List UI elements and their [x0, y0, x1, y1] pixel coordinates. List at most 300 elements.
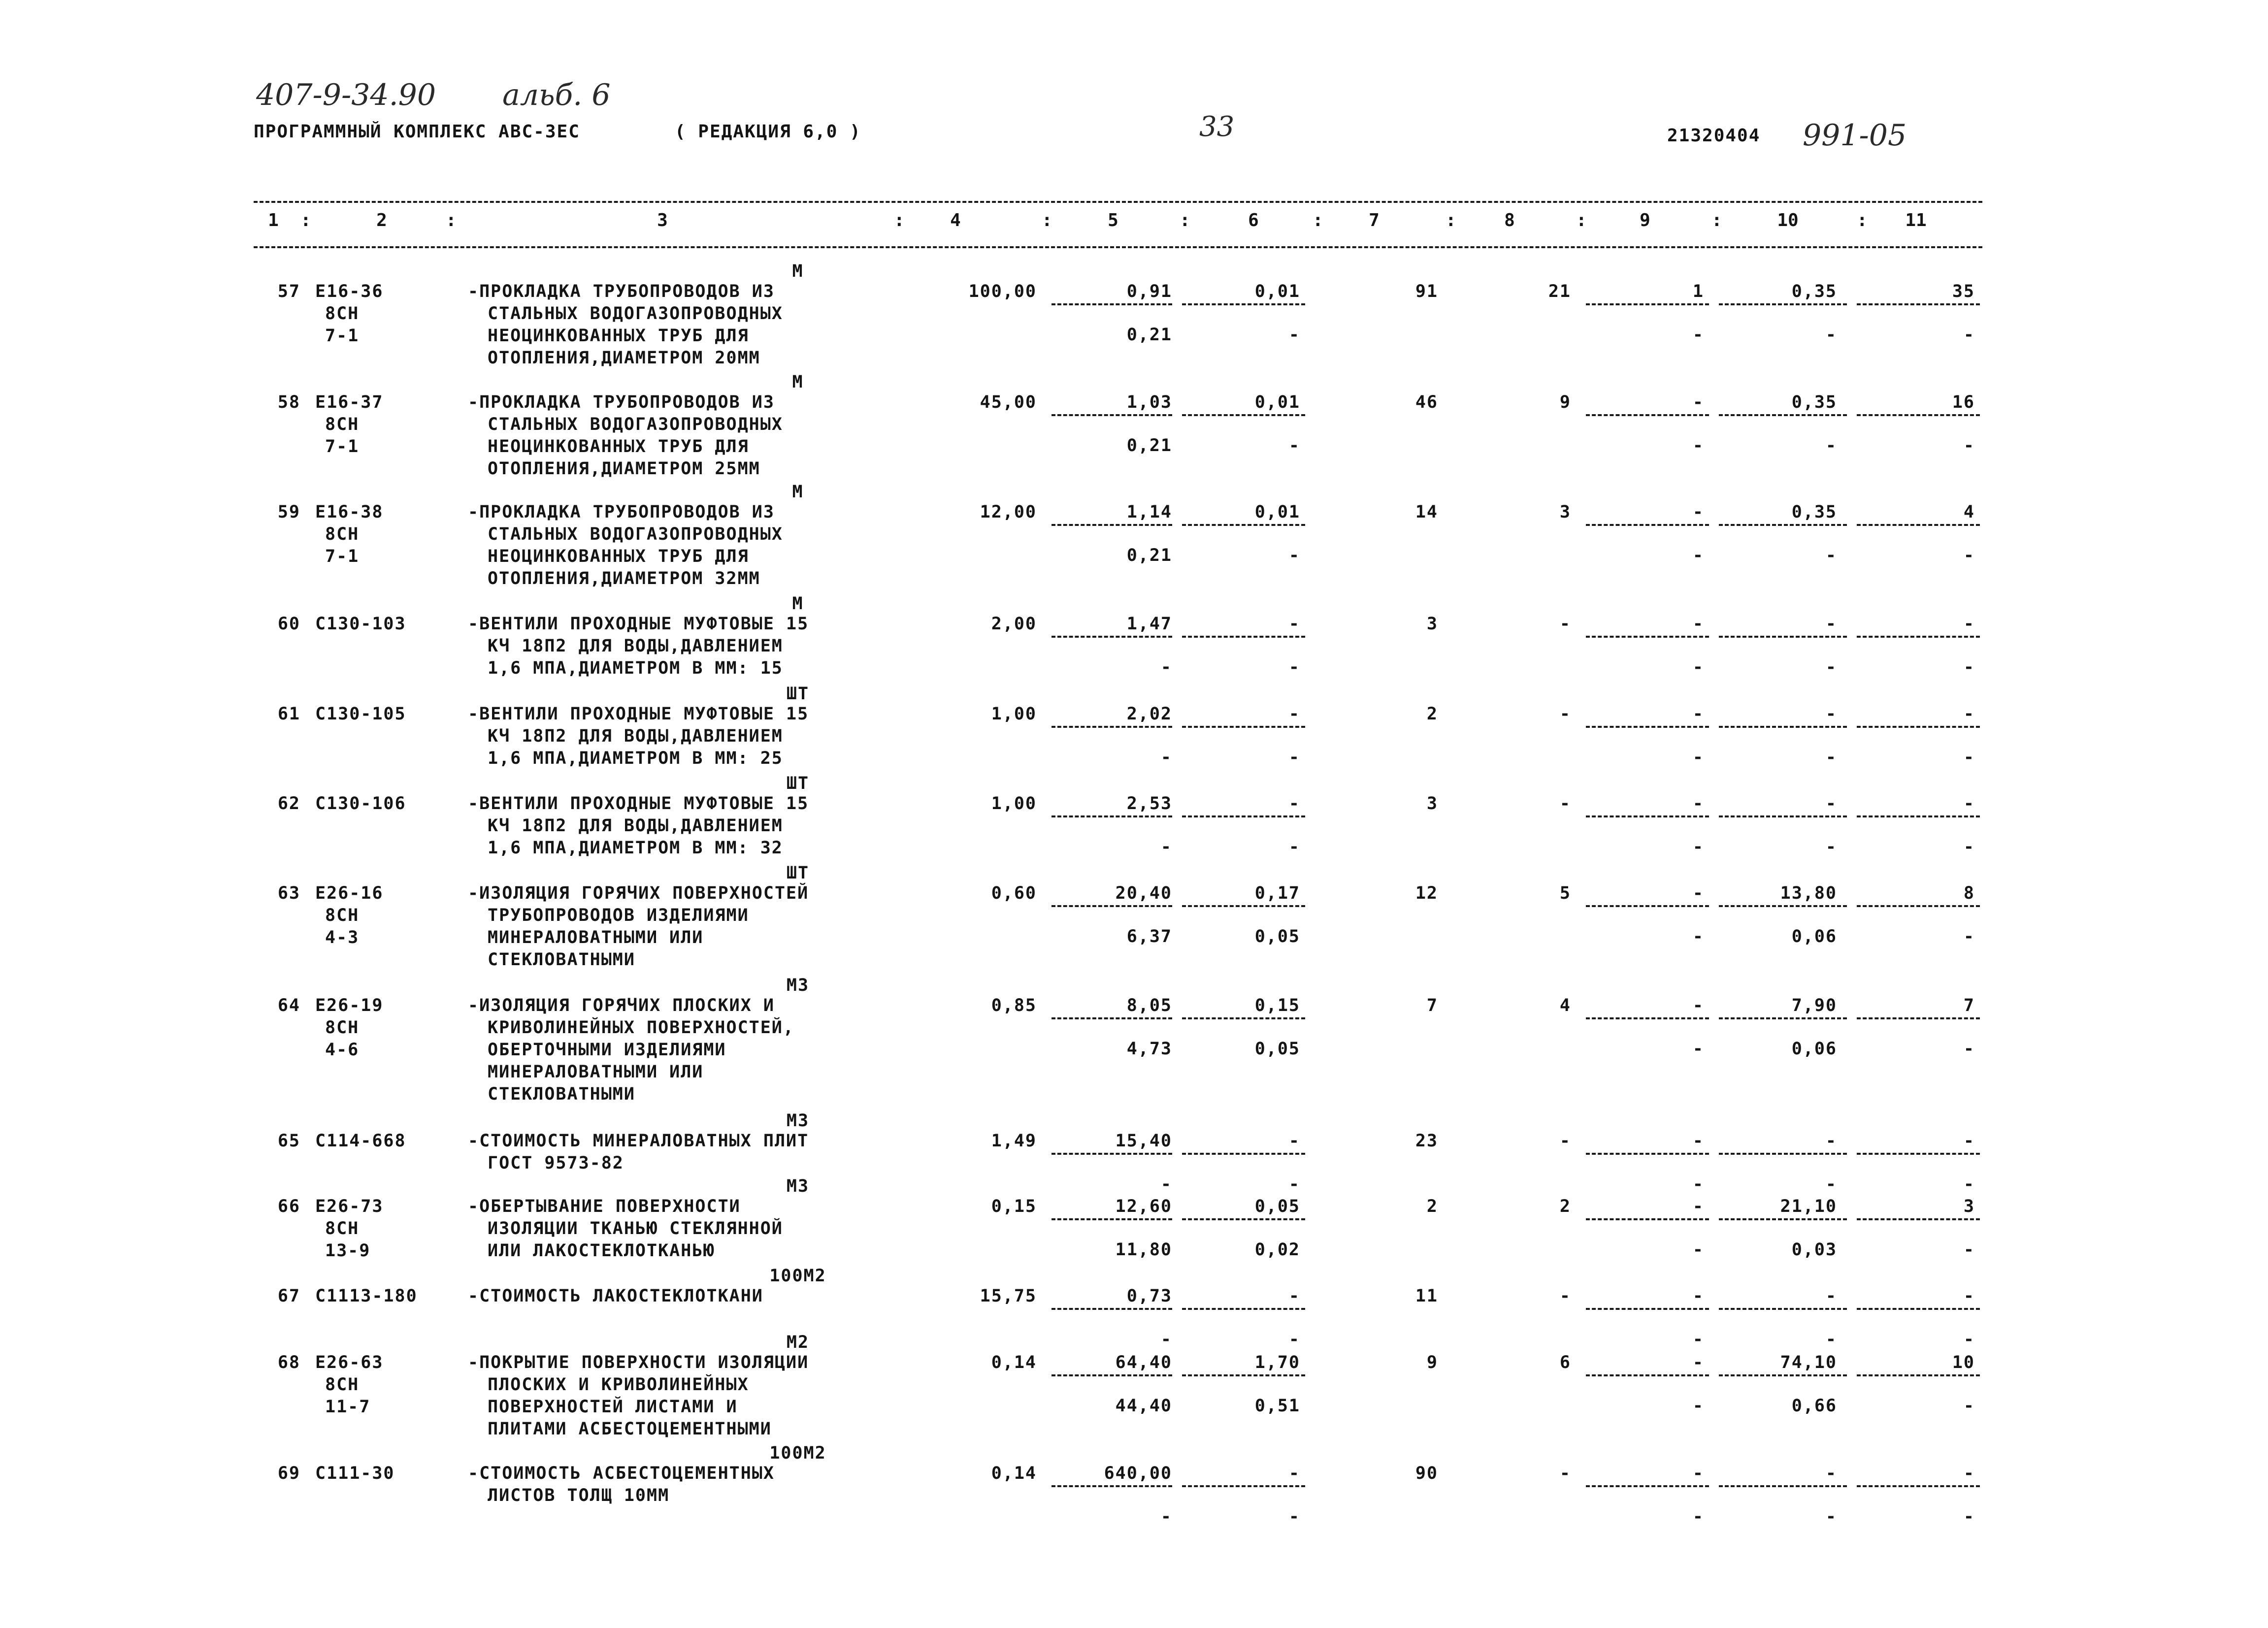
- machine-cost: -: [1288, 1286, 1300, 1306]
- cell-underline: [1182, 1485, 1305, 1487]
- work-description: МИНЕРАЛОВАТНЫМИ ИЛИ: [488, 1062, 704, 1082]
- machine-wages: -: [1288, 1506, 1300, 1527]
- labor-cost: -: [1825, 1286, 1837, 1306]
- resource-code: 8СН: [325, 1219, 360, 1238]
- cell-underline: [1719, 636, 1847, 638]
- cell-underline: [1719, 726, 1847, 728]
- resource-code: 8СН: [325, 304, 360, 324]
- wages-total: 5: [1559, 883, 1571, 903]
- cell-underline: [1719, 303, 1847, 305]
- cell-underline: [1182, 1017, 1305, 1019]
- work-description: ИЗОЛЯЦИИ ТКАНЬЮ СТЕКЛЯННОЙ: [488, 1219, 783, 1238]
- cell-underline: [1857, 1218, 1980, 1220]
- row-number: 63: [277, 883, 300, 903]
- labor-total: 8: [1963, 883, 1975, 903]
- quantity-value: 0,15: [991, 1197, 1037, 1216]
- resource-code: 4-6: [325, 1040, 360, 1060]
- col9-value: -: [1692, 1464, 1704, 1483]
- unit-label: М: [792, 482, 804, 502]
- cell-underline: [1586, 1308, 1709, 1310]
- quantity-value: 1,49: [991, 1131, 1037, 1151]
- cell-underline: [1586, 524, 1709, 526]
- wages-total: -: [1559, 704, 1571, 724]
- machine-cost: -: [1288, 1464, 1300, 1483]
- cell-underline: [1586, 303, 1709, 305]
- resource-code: 8СН: [325, 1375, 360, 1395]
- cell-underline: [1052, 905, 1172, 907]
- total-cost: 90: [1415, 1464, 1438, 1483]
- row-number: 64: [277, 996, 300, 1015]
- cell-underline: [1719, 414, 1847, 416]
- cell-underline: [1182, 414, 1305, 416]
- labor-sub: -: [1825, 1506, 1837, 1527]
- unit-label: М: [792, 594, 804, 614]
- cell-underline: [1586, 815, 1709, 817]
- labor-total: 7: [1963, 996, 1975, 1015]
- resource-code: 13-9: [325, 1241, 371, 1261]
- col9-sub: -: [1692, 657, 1704, 677]
- labor-total-sub: -: [1963, 1039, 1975, 1059]
- row-number: 62: [277, 794, 300, 814]
- machine-wages: -: [1288, 837, 1300, 857]
- labor-sub: 0,66: [1791, 1396, 1837, 1416]
- labor-sub: -: [1825, 435, 1837, 456]
- unit-cost-wages: -: [1160, 1329, 1172, 1349]
- column-header: 3: [657, 210, 668, 230]
- unit-cost-wages: 4,73: [1126, 1039, 1172, 1059]
- unit-cost-total: 2,53: [1126, 794, 1172, 814]
- unit-label: М3: [786, 976, 810, 995]
- wages-total: -: [1559, 1286, 1571, 1306]
- cell-underline: [1182, 636, 1305, 638]
- resource-code: С1113-180: [315, 1286, 418, 1306]
- labor-total: 3: [1963, 1197, 1975, 1216]
- total-cost: 46: [1415, 392, 1438, 412]
- cell-underline: [1719, 1308, 1847, 1310]
- labor-cost: -: [1825, 1464, 1837, 1483]
- cell-underline: [1857, 905, 1980, 907]
- wages-total: 3: [1559, 502, 1571, 522]
- work-description: КЧ 18П2 ДЛЯ ВОДЫ,ДАВЛЕНИЕМ: [488, 816, 783, 836]
- labor-total-sub: -: [1963, 1396, 1975, 1416]
- machine-wages: -: [1288, 325, 1300, 345]
- resource-code: С130-103: [315, 614, 406, 634]
- machine-cost: -: [1288, 704, 1300, 724]
- col9-sub: -: [1692, 1039, 1704, 1059]
- row-number: 61: [277, 704, 300, 724]
- work-description: -ВЕНТИЛИ ПРОХОДНЫЕ МУФТОВЫЕ 15: [468, 704, 809, 724]
- cell-underline: [1052, 1153, 1172, 1155]
- resource-code: Е26-16: [315, 883, 384, 903]
- total-cost: 23: [1415, 1131, 1438, 1151]
- work-description: ОТОПЛЕНИЯ,ДИАМЕТРОМ 20ММ: [488, 348, 760, 368]
- labor-cost: 0,35: [1791, 392, 1837, 412]
- quantity-value: 0,14: [991, 1464, 1037, 1483]
- machine-wages: -: [1288, 747, 1300, 767]
- row-number: 59: [277, 502, 300, 522]
- total-cost: 91: [1415, 282, 1438, 301]
- resource-code: 11-7: [325, 1397, 371, 1417]
- cell-underline: [1857, 1374, 1980, 1376]
- cell-underline: [1719, 815, 1847, 817]
- work-description: НЕОЦИНКОВАННЫХ ТРУБ ДЛЯ: [488, 326, 749, 346]
- col9-value: -: [1692, 883, 1704, 903]
- machine-wages: -: [1288, 545, 1300, 565]
- cell-underline: [1857, 1308, 1980, 1310]
- work-description: -ИЗОЛЯЦИЯ ГОРЯЧИХ ПОВЕРХНОСТЕЙ: [468, 883, 809, 903]
- row-number: 60: [277, 614, 300, 634]
- col9-value: 1: [1692, 282, 1704, 301]
- work-description: КЧ 18П2 ДЛЯ ВОДЫ,ДАВЛЕНИЕМ: [488, 726, 783, 746]
- cell-underline: [1052, 414, 1172, 416]
- cell-underline: [1052, 1308, 1172, 1310]
- resource-code: 8СН: [325, 906, 360, 925]
- unit-label: М3: [786, 1111, 810, 1131]
- column-header: 11: [1905, 210, 1927, 230]
- cell-underline: [1586, 1153, 1709, 1155]
- labor-cost: 74,10: [1780, 1353, 1837, 1372]
- cell-underline: [1182, 524, 1305, 526]
- work-description: СТЕКЛОВАТНЫМИ: [488, 1084, 635, 1104]
- unit-label: М: [792, 372, 804, 392]
- unit-label: М2: [786, 1333, 810, 1352]
- labor-cost: 21,10: [1780, 1197, 1837, 1216]
- quantity-value: 1,00: [991, 704, 1037, 724]
- total-cost: 11: [1415, 1286, 1438, 1306]
- labor-sub: 0,06: [1791, 1039, 1837, 1059]
- col9-sub: -: [1692, 1174, 1704, 1194]
- unit-cost-wages: 0,21: [1126, 545, 1172, 565]
- quantity-value: 2,00: [991, 614, 1037, 634]
- column-header: 8: [1504, 210, 1515, 230]
- col9-sub: -: [1692, 545, 1704, 565]
- work-description: КЧ 18П2 ДЛЯ ВОДЫ,ДАВЛЕНИЕМ: [488, 636, 783, 656]
- col9-value: -: [1692, 614, 1704, 634]
- work-description: ОТОПЛЕНИЯ,ДИАМЕТРОМ 25ММ: [488, 459, 760, 479]
- work-description: -ПРОКЛАДКА ТРУБОПРОВОДОВ ИЗ: [468, 282, 775, 301]
- labor-total: -: [1963, 1131, 1975, 1151]
- labor-total: 10: [1952, 1353, 1975, 1372]
- machine-cost: 0,01: [1254, 502, 1300, 522]
- cell-underline: [1052, 1017, 1172, 1019]
- work-description: ОТОПЛЕНИЯ,ДИАМЕТРОМ 32ММ: [488, 569, 760, 588]
- column-header: 10: [1777, 210, 1799, 230]
- cell-underline: [1719, 1017, 1847, 1019]
- labor-total-sub: -: [1963, 545, 1975, 565]
- cell-underline: [1857, 524, 1980, 526]
- cell-underline: [1857, 414, 1980, 416]
- labor-total: -: [1963, 704, 1975, 724]
- resource-code: С130-106: [315, 794, 406, 814]
- column-header: 5: [1108, 210, 1118, 230]
- cell-underline: [1052, 1218, 1172, 1220]
- unit-cost-total: 0,91: [1126, 282, 1172, 301]
- labor-total: 16: [1952, 392, 1975, 412]
- column-header: 4: [950, 210, 961, 230]
- labor-total: -: [1963, 1286, 1975, 1306]
- resource-code: С114-668: [315, 1131, 406, 1151]
- labor-total-sub: -: [1963, 435, 1975, 456]
- row-number: 65: [277, 1131, 300, 1151]
- machine-cost: -: [1288, 1131, 1300, 1151]
- resource-code: 8СН: [325, 415, 360, 434]
- resource-code: 8СН: [325, 1018, 360, 1038]
- col9-sub: -: [1692, 1239, 1704, 1260]
- work-description: НЕОЦИНКОВАННЫХ ТРУБ ДЛЯ: [488, 437, 749, 456]
- unit-label: ШТ: [786, 863, 810, 883]
- machine-cost: 0,15: [1254, 996, 1300, 1015]
- labor-cost: 7,90: [1791, 996, 1837, 1015]
- album-note: альб. 6: [502, 78, 611, 112]
- machine-wages: -: [1288, 435, 1300, 456]
- column-header: 2: [376, 210, 387, 230]
- column-separator: :: [300, 210, 311, 230]
- quantity-value: 15,75: [980, 1286, 1037, 1306]
- work-description: -ОБЕРТЫВАНИЕ ПОВЕРХНОСТИ: [468, 1197, 741, 1216]
- cell-underline: [1719, 524, 1847, 526]
- wages-total: -: [1559, 794, 1571, 814]
- total-cost: 3: [1426, 794, 1438, 814]
- edition-label: ( РЕДАКЦИЯ 6,0 ): [675, 122, 861, 142]
- total-cost: 3: [1426, 614, 1438, 634]
- column-header: 9: [1640, 210, 1650, 230]
- quantity-value: 0,85: [991, 996, 1037, 1015]
- work-description: НЕОЦИНКОВАННЫХ ТРУБ ДЛЯ: [488, 547, 749, 566]
- unit-label: ШТ: [786, 684, 810, 704]
- cell-underline: [1719, 1218, 1847, 1220]
- cell-underline: [1182, 1308, 1305, 1310]
- unit-cost-wages: 44,40: [1115, 1396, 1172, 1416]
- cell-underline: [1586, 1374, 1709, 1376]
- unit-label: 100М2: [769, 1266, 826, 1286]
- machine-wages: -: [1288, 1329, 1300, 1349]
- unit-cost-total: 1,14: [1126, 502, 1172, 522]
- column-separator: :: [1313, 210, 1323, 230]
- labor-total-sub: -: [1963, 1329, 1975, 1349]
- wages-total: 21: [1548, 282, 1571, 301]
- col9-sub: -: [1692, 1329, 1704, 1349]
- cell-underline: [1719, 905, 1847, 907]
- cell-underline: [1182, 726, 1305, 728]
- cell-underline: [1586, 636, 1709, 638]
- wages-total: 9: [1559, 392, 1571, 412]
- work-description: ПЛИТАМИ АСБЕСТОЦЕМЕНТНЫМИ: [488, 1419, 772, 1439]
- labor-sub: -: [1825, 1174, 1837, 1194]
- labor-total: -: [1963, 794, 1975, 814]
- work-description: -ПРОКЛАДКА ТРУБОПРОВОДОВ ИЗ: [468, 502, 775, 522]
- quantity-value: 0,14: [991, 1353, 1037, 1372]
- col9-value: -: [1692, 1353, 1704, 1372]
- work-description: -СТОИМОСТЬ МИНЕРАЛОВАТНЫХ ПЛИТ: [468, 1131, 809, 1151]
- total-cost: 12: [1415, 883, 1438, 903]
- work-description: ЛИСТОВ ТОЛЩ 10ММ: [488, 1486, 670, 1505]
- resource-code: Е16-37: [315, 392, 384, 412]
- cell-underline: [1586, 1218, 1709, 1220]
- column-separator: :: [1857, 210, 1868, 230]
- unit-cost-total: 1,47: [1126, 614, 1172, 634]
- resource-code: 4-3: [325, 928, 360, 947]
- cell-underline: [1182, 905, 1305, 907]
- cell-underline: [1052, 726, 1172, 728]
- cell-underline: [1857, 1153, 1980, 1155]
- cell-underline: [1182, 1153, 1305, 1155]
- handwritten-code: 991-05: [1803, 118, 1907, 153]
- machine-wages: -: [1288, 657, 1300, 677]
- labor-cost: 0,35: [1791, 502, 1837, 522]
- labor-total-sub: -: [1963, 1239, 1975, 1260]
- unit-cost-total: 64,40: [1115, 1353, 1172, 1372]
- machine-wages: 0,51: [1254, 1396, 1300, 1416]
- column-separator: :: [1711, 210, 1722, 230]
- unit-cost-wages: -: [1160, 837, 1172, 857]
- row-number: 57: [277, 282, 300, 301]
- cell-underline: [1719, 1153, 1847, 1155]
- labor-total-sub: -: [1963, 657, 1975, 677]
- unit-cost-total: 12,60: [1115, 1197, 1172, 1216]
- machine-cost: -: [1288, 614, 1300, 634]
- column-separator: :: [446, 210, 457, 230]
- unit-label: М3: [786, 1176, 810, 1196]
- column-separator: :: [1042, 210, 1052, 230]
- resource-code: 7-1: [325, 547, 360, 566]
- wages-total: -: [1559, 614, 1571, 634]
- resource-code: Е16-38: [315, 502, 384, 522]
- machine-cost: 0,01: [1254, 282, 1300, 301]
- unit-label: ШТ: [786, 774, 810, 793]
- total-cost: 2: [1426, 1197, 1438, 1216]
- header-rule-bottom: [254, 246, 1982, 248]
- quantity-value: 45,00: [980, 392, 1037, 412]
- unit-cost-wages: -: [1160, 657, 1172, 677]
- cell-underline: [1857, 815, 1980, 817]
- work-description: -ПРОКЛАДКА ТРУБОПРОВОДОВ ИЗ: [468, 392, 775, 412]
- quantity-value: 0,60: [991, 883, 1037, 903]
- program-name: ПРОГРАММНЫЙ КОМПЛЕКС АВС-3ЕС: [254, 122, 580, 142]
- col9-value: -: [1692, 1286, 1704, 1306]
- column-separator: :: [1180, 210, 1190, 230]
- row-number: 68: [277, 1353, 300, 1372]
- work-description: СТАЛЬНЫХ ВОДОГАЗОПРОВОДНЫХ: [488, 524, 783, 544]
- cell-underline: [1182, 1218, 1305, 1220]
- labor-total: -: [1963, 1464, 1975, 1483]
- work-description: СТЕКЛОВАТНЫМИ: [488, 950, 635, 970]
- labor-cost: -: [1825, 794, 1837, 814]
- col9-value: -: [1692, 704, 1704, 724]
- work-description: ИЛИ ЛАКОСТЕКЛОТКАНЬЮ: [488, 1241, 715, 1261]
- unit-cost-wages: -: [1160, 747, 1172, 767]
- resource-code: Е26-73: [315, 1197, 384, 1216]
- work-description: -ВЕНТИЛИ ПРОХОДНЫЕ МУФТОВЫЕ 15: [468, 614, 809, 634]
- work-description: ПЛОСКИХ И КРИВОЛИНЕЙНЫХ: [488, 1375, 749, 1395]
- column-header: 6: [1248, 210, 1259, 230]
- wages-total: 6: [1559, 1353, 1571, 1372]
- total-cost: 9: [1426, 1353, 1438, 1372]
- labor-cost: 0,35: [1791, 282, 1837, 301]
- machine-wages: 0,02: [1254, 1239, 1300, 1260]
- unit-label: 100М2: [769, 1443, 826, 1463]
- unit-cost-wages: -: [1160, 1506, 1172, 1527]
- machine-cost: 1,70: [1254, 1353, 1300, 1372]
- work-description: СТАЛЬНЫХ ВОДОГАЗОПРОВОДНЫХ: [488, 415, 783, 434]
- labor-sub: 0,03: [1791, 1239, 1837, 1260]
- handwritten-reference: 407-9-34.90: [256, 78, 436, 112]
- cell-underline: [1586, 1017, 1709, 1019]
- resource-code: 8СН: [325, 524, 360, 544]
- work-description: 1,6 МПА,ДИАМЕТРОМ В ММ: 15: [488, 658, 783, 678]
- resource-code: Е16-36: [315, 282, 384, 301]
- cell-underline: [1586, 726, 1709, 728]
- work-description: СТАЛЬНЫХ ВОДОГАЗОПРОВОДНЫХ: [488, 304, 783, 324]
- labor-cost: 13,80: [1780, 883, 1837, 903]
- work-description: -ПОКРЫТИЕ ПОВЕРХНОСТИ ИЗОЛЯЦИИ: [468, 1353, 809, 1372]
- col9-sub: -: [1692, 435, 1704, 456]
- labor-sub: -: [1825, 325, 1837, 345]
- column-separator: :: [1446, 210, 1456, 230]
- wages-total: 2: [1559, 1197, 1571, 1216]
- cell-underline: [1586, 1485, 1709, 1487]
- header-rule-top: [254, 201, 1982, 203]
- col9-value: -: [1692, 392, 1704, 412]
- cell-underline: [1182, 1374, 1305, 1376]
- work-description: 1,6 МПА,ДИАМЕТРОМ В ММ: 32: [488, 838, 783, 858]
- unit-cost-wages: 0,21: [1126, 325, 1172, 345]
- cell-underline: [1857, 303, 1980, 305]
- row-number: 58: [277, 392, 300, 412]
- cell-underline: [1857, 1017, 1980, 1019]
- unit-cost-total: 0,73: [1126, 1286, 1172, 1306]
- unit-cost-total: 15,40: [1115, 1131, 1172, 1151]
- work-description: ОБЕРТОЧНЫМИ ИЗДЕЛИЯМИ: [488, 1040, 726, 1060]
- cell-underline: [1052, 1485, 1172, 1487]
- work-description: КРИВОЛИНЕЙНЫХ ПОВЕРХНОСТЕЙ,: [488, 1018, 794, 1038]
- labor-total-sub: -: [1963, 926, 1975, 946]
- total-cost: 7: [1426, 996, 1438, 1015]
- cell-underline: [1052, 303, 1172, 305]
- row-number: 67: [277, 1286, 300, 1306]
- wages-total: 4: [1559, 996, 1571, 1015]
- col9-sub: -: [1692, 1506, 1704, 1527]
- cell-underline: [1052, 636, 1172, 638]
- labor-cost: -: [1825, 704, 1837, 724]
- labor-sub: -: [1825, 747, 1837, 767]
- labor-sub: -: [1825, 545, 1837, 565]
- col9-sub: -: [1692, 837, 1704, 857]
- column-header: 1: [268, 210, 279, 230]
- labor-cost: -: [1825, 614, 1837, 634]
- unit-cost-total: 2,02: [1126, 704, 1172, 724]
- column-separator: :: [894, 210, 905, 230]
- work-description: -СТОИМОСТЬ АСБЕСТОЦЕМЕНТНЫХ: [468, 1464, 775, 1483]
- total-cost: 2: [1426, 704, 1438, 724]
- labor-total-sub: -: [1963, 1506, 1975, 1527]
- col9-value: -: [1692, 996, 1704, 1015]
- row-number: 66: [277, 1197, 300, 1216]
- unit-cost-total: 8,05: [1126, 996, 1172, 1015]
- machine-cost: 0,01: [1254, 392, 1300, 412]
- total-cost: 14: [1415, 502, 1438, 522]
- col9-sub: -: [1692, 926, 1704, 946]
- labor-total-sub: -: [1963, 837, 1975, 857]
- resource-code: Е26-19: [315, 996, 384, 1015]
- work-description: ГОСТ 9573-82: [488, 1153, 624, 1173]
- work-description: -ИЗОЛЯЦИЯ ГОРЯЧИХ ПЛОСКИХ И: [468, 996, 775, 1015]
- work-description: ТРУБОПРОВОДОВ ИЗДЕЛИЯМИ: [488, 906, 749, 925]
- document-code: 21320404: [1667, 126, 1761, 146]
- resource-code: 7-1: [325, 326, 360, 346]
- row-number: 69: [277, 1464, 300, 1483]
- column-separator: :: [1576, 210, 1587, 230]
- machine-wages: 0,05: [1254, 1039, 1300, 1059]
